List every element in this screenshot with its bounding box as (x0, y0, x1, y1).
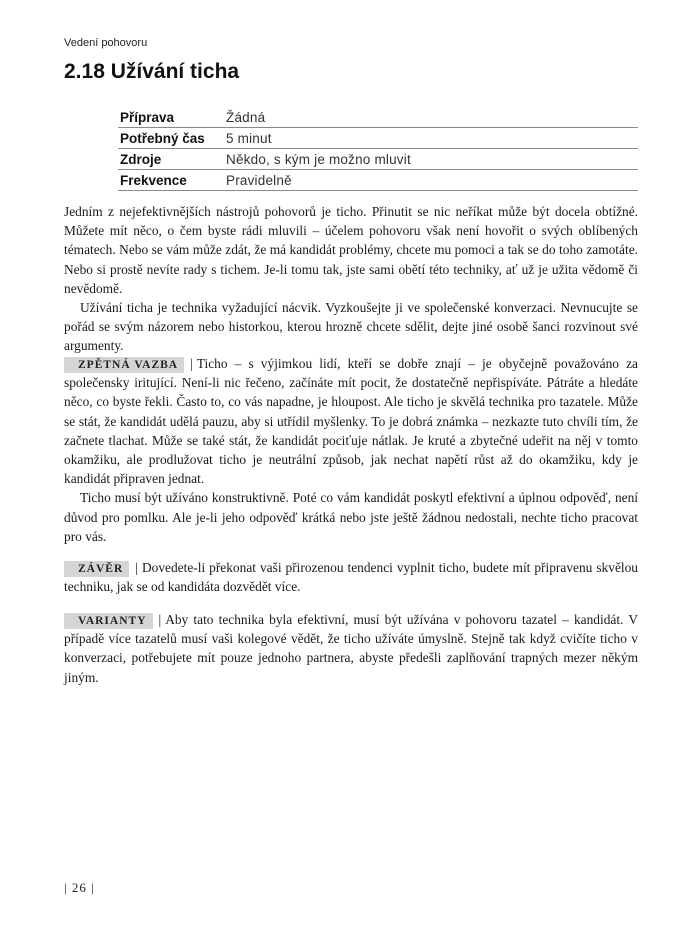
intro-paragraph: Jedním z nejefektivnějších nástrojů pohovorů je ticho. Přinutit se nic neříkat může být docela obtížné. Můžete mít něco, o čem byste rádi mluvili – účelem pohovoru však není hovořit o svých oblíbených tématech. Nebo se vám může zdát, že má kandidát problémy, chcete mu pomoci a tak se do toho zamotáte. Nebo si prostě nevíte rady s tichem. Je-li tomu tak, jste sami obětí této techniky, ať už je užita vědomě či nevědomě. (64, 204, 638, 296)
info-value: 5 minut (224, 128, 638, 149)
label-separator: | (158, 612, 162, 627)
variants-text: Aby tato technika byla efektivní, musí být užívána v pohovoru tazatel – kandidát. V případě více tazatelů musí vaši kolegové vědět, že ticho užíváte úmyslně. Stejně tak když cvičíte ticho v konverzaci, potřebujete mít pouze jednoho partnera, abyste předešli zaplňování trapných mezer někým jiným. (64, 612, 638, 685)
feedback-paragraph (64, 354, 638, 488)
variants-paragraph (64, 610, 638, 687)
variants-label: VARIANTY (64, 613, 153, 629)
conclusion-section (64, 558, 638, 596)
info-value: Někdo, s kým je možno mluvit (224, 149, 638, 170)
info-row-time (118, 128, 638, 149)
label-separator: | (135, 560, 138, 575)
feedback-label: ZPĚTNÁ VAZBA (64, 357, 184, 373)
conclusion-label: ZÁVĚR (64, 561, 129, 577)
running-head: Vedení pohovoru (64, 37, 148, 49)
info-table (118, 107, 638, 191)
intro-section (64, 202, 638, 356)
info-row-resources (118, 149, 638, 170)
label-separator: | (190, 356, 193, 371)
info-key: Příprava (118, 107, 224, 128)
info-key: Potřebný čas (118, 128, 224, 149)
info-row-preparation (118, 107, 638, 128)
info-key: Zdroje (118, 149, 224, 170)
info-key: Frekvence (118, 170, 224, 191)
page-number: | 26 | (64, 880, 95, 895)
feedback-section (64, 354, 638, 546)
intro-paragraph: Užívání ticha je technika vyžadující nácvik. Vyzkoušejte ji ve společenské konverzaci. Nevnucujte se pořád se svým názorem nebo historkou, kterou hrozně chcete sdělit, dejte jiné osobě šanci rozvinout své argumenty. (64, 300, 638, 354)
conclusion-paragraph (64, 558, 638, 596)
section-title: 2.18 Užívání ticha (64, 60, 240, 83)
feedback-paragraph: Ticho musí být užíváno konstruktivně. Poté co vám kandidát poskytl efektivní a úplnou odpověď, není důvod pro pomlku. Ale je-li jeho odpověď krátká nebo jste ještě žádnou nedostali, nechte ticho pracovat pro vás. (64, 490, 638, 544)
conclusion-text: Dovedete-li překonat vaši přirozenou tendenci vyplnit ticho, budete mít připravenu skvělou techniku, jak se od kandidáta dozvědět více. (64, 560, 638, 595)
feedback-text: Ticho – s výjimkou lidí, kteří se dobře znají – je obyčejně považováno za společensky iritující. Není-li nic řečeno, začínáte mít pocit, že dostatečně nepřispíváte. Pátráte a hledáte něco, co byste řekli. Často to, co vás napadne, je hloupost. Ale ticho je skvělá technika pro tazatele. Může se stát, že kandidát udělá pauzu, aby si utřídil myšlenky. To je dobrá známka – nezkazte tuto chvíli tím, že začnete tlachat. Může se také stát, že kandidát pociťuje nátlak. Je kruté a zbytečné udeřit na něj v tomto okamžiku, ale prodlužovat ticho je neutrální způsob, jak nechat napětí růst až do okamžiku, kdy je kandidát připraven jednat. (64, 356, 638, 487)
info-value: Pravidelně (224, 170, 638, 191)
info-value: Žádná (224, 107, 638, 128)
variants-section (64, 610, 638, 687)
info-row-frequency (118, 170, 638, 191)
